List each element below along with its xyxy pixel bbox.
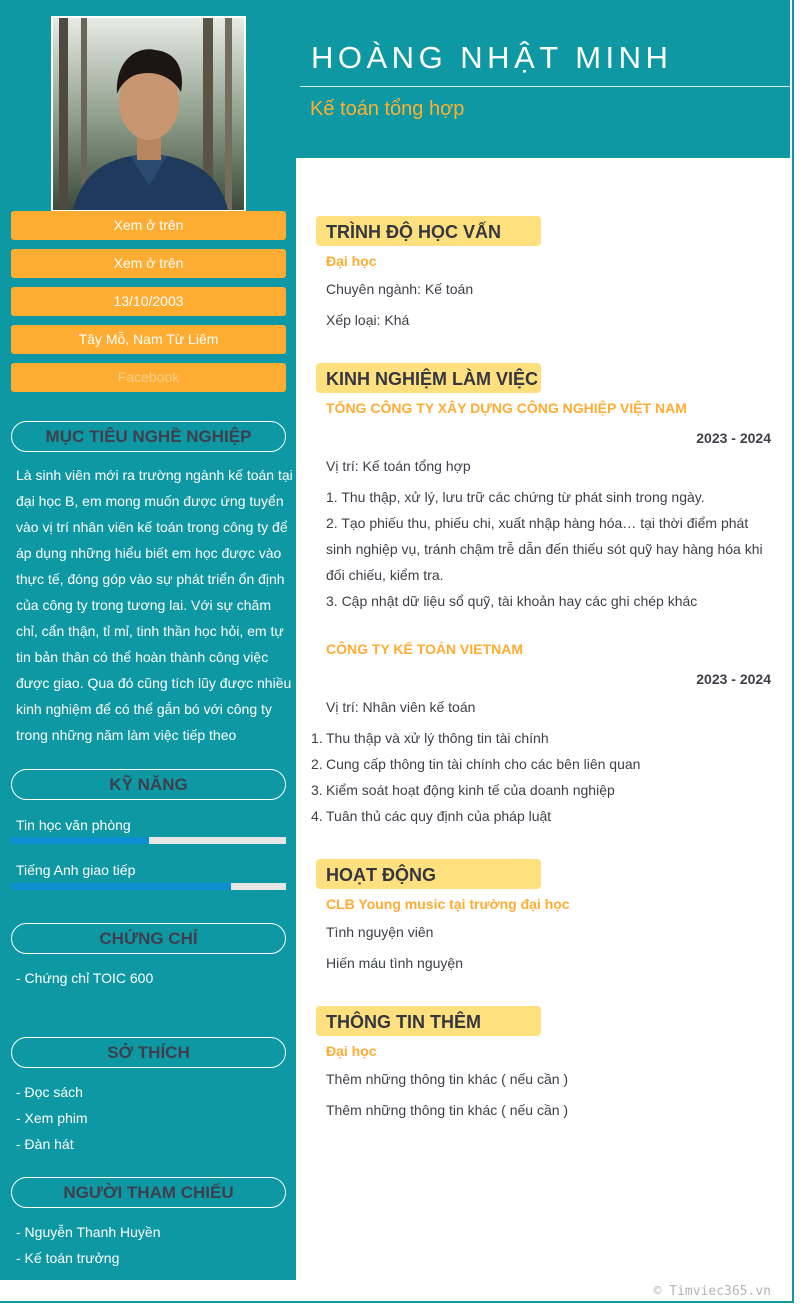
candidate-name: HOÀNG NHẬT MINH — [311, 40, 673, 75]
skill-name: Tin học văn phòng — [16, 817, 131, 833]
name-divider — [300, 86, 790, 87]
duty-text: Thu thập và xử lý thông tin tài chính — [326, 730, 549, 746]
contact-birthday: 13/10/2003 — [11, 287, 286, 316]
skill-name: Tiếng Anh giao tiếp — [16, 862, 136, 878]
experience-period: 2023 - 2024 — [696, 671, 771, 687]
contact-phone: Xem ở trên — [11, 211, 286, 240]
additional-heading: THÔNG TIN THÊM — [316, 1006, 541, 1036]
duty-number: 2. — [311, 756, 323, 772]
duty-item: 1. Thu thập, xử lý, lưu trữ các chứng từ phát sinh trong ngày. — [326, 489, 705, 505]
experience-period: 2023 - 2024 — [696, 430, 771, 446]
job-title: Kế toán tổng hợp — [310, 98, 465, 120]
activity-item: Hiến máu tình nguyện — [326, 955, 463, 971]
hobby-item: - Đọc sách — [16, 1084, 83, 1100]
experience-duties — [326, 484, 772, 614]
duty-text: Tuân thủ các quy định của pháp luật — [326, 808, 552, 824]
objective-heading: MỤC TIÊU NGHỀ NGHIỆP — [11, 421, 286, 452]
skill-bar — [11, 883, 286, 890]
skills-heading: KỸ NĂNG — [11, 769, 286, 800]
experience-position: Vị trí: Kế toán tổng hợp — [326, 458, 471, 474]
hobby-item: - Xem phim — [16, 1110, 88, 1126]
duty-item — [311, 751, 772, 777]
duty-text: Kiểm soát hoạt động kinh tế của doanh nghiệp — [326, 782, 615, 798]
duty-item — [311, 803, 772, 829]
activity-item: Tình nguyện viên — [326, 924, 434, 940]
references-heading: NGƯỜI THAM CHIẾU — [11, 1177, 286, 1208]
portrait-illustration — [53, 18, 244, 210]
additional-item: Thêm những thông tin khác ( nếu cần ) — [326, 1102, 569, 1118]
certificate-item: - Chứng chỉ TOIC 600 — [16, 970, 154, 986]
skill-bar-fill — [11, 837, 149, 844]
hobbies-heading: SỞ THÍCH — [11, 1037, 286, 1068]
duty-item — [311, 777, 772, 803]
duty-number: 1. — [311, 730, 323, 746]
hobby-item: - Đàn hát — [16, 1136, 74, 1152]
additional-item: Thêm những thông tin khác ( nếu cần ) — [326, 1071, 569, 1087]
duty-text: Cung cấp thông tin tài chính cho các bên liên quan — [326, 756, 641, 772]
reference-item: - Nguyễn Thanh Huyền — [16, 1224, 161, 1240]
skill-bar — [11, 837, 286, 844]
experience-duties — [311, 725, 772, 829]
duty-item — [311, 725, 772, 751]
education-grade: Xếp loại: Khá — [326, 312, 410, 328]
footer-credit: © Timviec365.vn — [653, 1284, 771, 1299]
experience-position: Vị trí: Nhân viên kế toán — [326, 699, 476, 715]
objective-text: Là sinh viên mới ra trường ngành kế toán tại đại học B, em mong muốn được ứng tuyển vào vị trí nhân viên kế toán trong công ty để áp dụng những hiểu biết em học được vào thực tế, đóng góp vào sự phát triển ổn định của công ty trong tương lai. Với sự chăm chỉ, cẩn thận, tỉ mỉ, tinh thần học hỏi, em tự tin bản thân có thể hoàn thành công việc được giao. Qua đó cũng tích lũy được nhiều kinh nghiệm để có thể gắn bó với công ty trong những năm làm việc tiếp theo — [16, 467, 293, 743]
education-heading: TRÌNH ĐỘ HỌC VẤN — [316, 216, 541, 246]
activity-org: CLB Young music tại trường đại học — [326, 896, 570, 912]
additional-org: Đại học — [326, 1043, 377, 1059]
education-school: Đại học — [326, 253, 377, 269]
skill-bar-fill — [11, 883, 231, 890]
reference-item: - Kế toán trưởng — [16, 1250, 120, 1266]
duty-item: 2. Tạo phiếu thu, phiếu chi, xuất nhập hàng hóa… tại thời điểm phát sinh nghiệp vụ, tránh chậm trễ dẫn đến thiếu sót quỹ hay hàng hóa khi đối chiếu, kiểm tra. — [326, 515, 763, 583]
education-major: Chuyên ngành: Kế toán — [326, 281, 474, 297]
profile-photo — [51, 16, 246, 212]
certificates-heading: CHỨNG CHỈ — [11, 923, 286, 954]
contact-address: Tây Mỗ, Nam Từ Liêm — [11, 325, 286, 354]
contact-facebook[interactable]: Facebook — [11, 363, 286, 392]
experience-company: TỔNG CÔNG TY XÂY DỰNG CÔNG NGHIỆP VIỆT NAM — [326, 400, 687, 416]
experience-heading: KINH NGHIỆM LÀM VIỆC — [316, 363, 541, 393]
duty-item: 3. Cập nhật dữ liệu sổ quỹ, tài khoản hay các ghi chép khác — [326, 593, 698, 609]
experience-company: CÔNG TY KẾ TOÁN VIETNAM — [326, 641, 524, 657]
contact-email: Xem ở trên — [11, 249, 286, 278]
duty-number: 3. — [311, 782, 323, 798]
duty-number: 4. — [311, 808, 323, 824]
activities-heading: HOẠT ĐỘNG — [316, 859, 541, 889]
